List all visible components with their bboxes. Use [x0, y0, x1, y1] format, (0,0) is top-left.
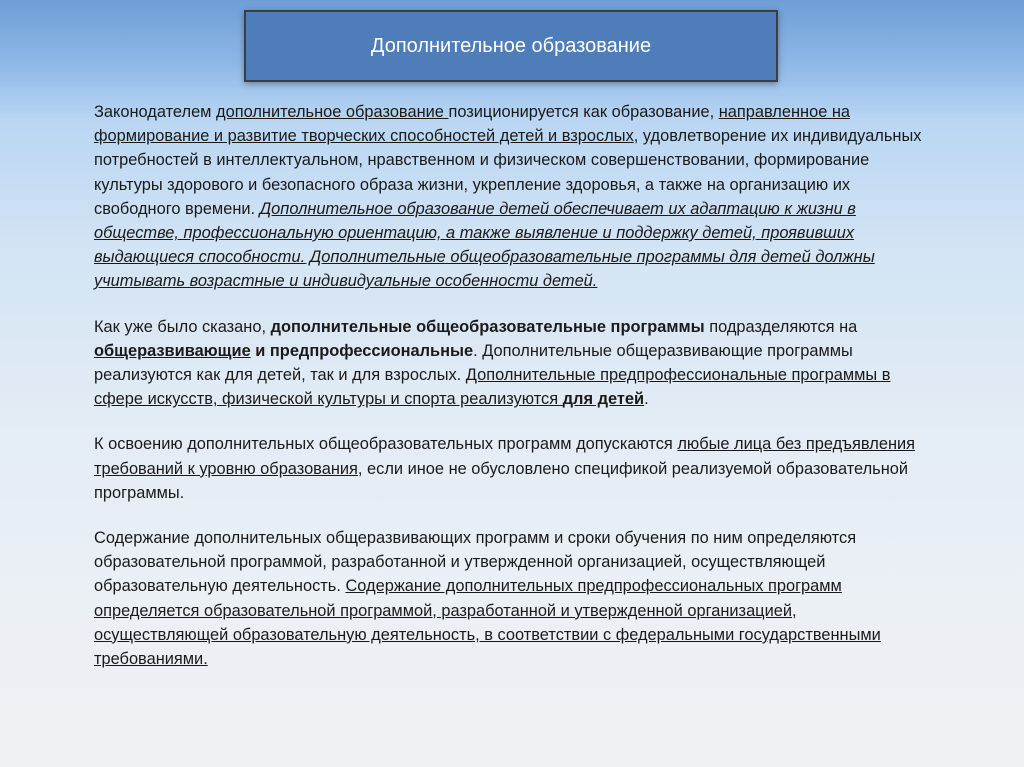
p1-text-3: , удовлетворение их индивидуальных потребностей в интеллектуальном, нравственном и физическом совершенствовании, формирование культуры здорового и безопасного образа жизни, укрепление здоровья, а также на организацию их свободного времени. — [94, 127, 922, 218]
p2-text-4: . — [644, 390, 649, 409]
paragraph-3 — [94, 432, 924, 505]
p1-underlined-purpose: направленное на формирование и развитие творческих способностей детей и взрослых — [94, 103, 851, 146]
p2-bold-general: общеразвивающие — [94, 341, 251, 360]
p1-italic-statement-2: Дополнительные общеобразовательные программы для детей должны учитывать возрастные и индивидуальные особенности детей. — [94, 248, 875, 291]
p2-bold-programs: дополнительные общеобразовательные программы — [270, 317, 705, 336]
p2-bold-preprofessional: и предпрофессиональные — [250, 341, 474, 360]
slide-body — [94, 100, 924, 671]
p3-underlined-any-persons: любые лица без предъявления требований к уровню образования — [94, 435, 916, 478]
p4-underlined-statement: Содержание дополнительных предпрофессиональных программ определяется образовательной программой, разработанной и утвержденной организацией, осуществляющей образовательную деятельность, в соответствии с федеральными государственными требованиями. — [94, 577, 881, 669]
p1-text-1: Законодателем — [94, 103, 217, 121]
p2-text-1: Как уже было сказано, — [94, 317, 271, 336]
p3-text-1: К освоению дополнительных общеобразовательных программ допускаются — [94, 435, 678, 454]
p1-text-2: позиционируется как образование, — [448, 103, 719, 121]
paragraph-4 — [94, 526, 924, 671]
p2-text-2: подразделяются на — [704, 317, 858, 336]
p2-text-3: . Дополнительные общеразвивающие программы реализуются как для детей, так и для взрослых. — [94, 341, 853, 385]
slide-title: Дополнительное образование — [370, 34, 652, 57]
paragraph-1 — [94, 100, 924, 294]
p3-text-2: , если иное не обусловлено спецификой реализуемой образовательной программы. — [94, 459, 909, 502]
p1-underlined-term: дополнительное образование — [216, 103, 449, 121]
p1-italic-statement-1: Дополнительное образование детей обеспечивает их адаптацию к жизни в обществе, профессиональную ориентацию, а также выявление и поддержку детей, проявивших выдающиеся способности. — [94, 199, 856, 267]
p4-text-1: Содержание дополнительных общеразвивающих программ и сроки обучения по ним определяются образовательной программой, разработанной и утвержденной организацией, осуществляющей образовательную деятельность. — [94, 529, 857, 596]
p2-underlined-statement: Дополнительные предпрофессиональные программы в сфере искусств, физической культуры и спорта реализуются — [94, 366, 891, 409]
p2-bold-for-children: для детей — [562, 390, 645, 409]
title-box — [244, 10, 778, 82]
paragraph-2 — [94, 315, 924, 412]
